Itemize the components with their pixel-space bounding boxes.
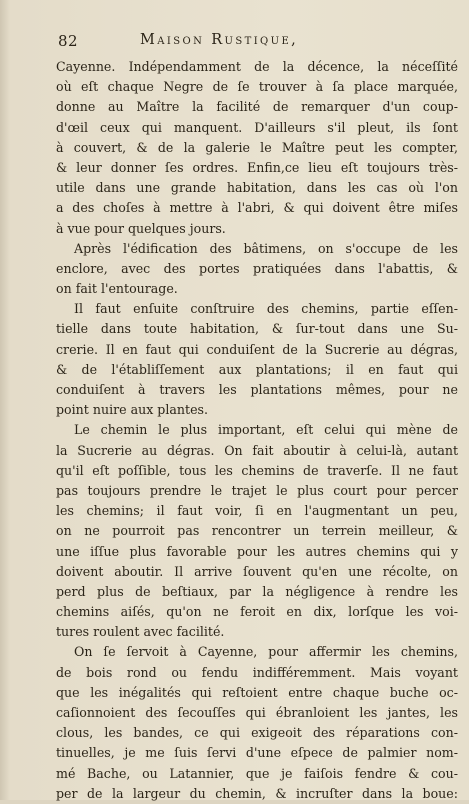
- paragraph-start: Le chemin le plus important, eſt celui qui mène de: [74, 422, 458, 438]
- paragraph-start: Il faut enſuite conſtruire des chemins, partie eſſen-: [74, 301, 458, 317]
- text-line: caſionnoient des ſecouſſes qui ébranloient les jantes, les: [56, 705, 458, 720]
- text-line: la Sucrerie au dégras. On fait aboutir à celui-là, autant: [56, 442, 458, 458]
- page-header: [58, 32, 454, 54]
- text-line: mé Bache, ou Latannier, que je faiſois fendre & cou-: [56, 765, 458, 781]
- text-line: on fait l'entourage.: [56, 281, 178, 297]
- text-line: tinuelles, je me ſuis ſervi d'une eſpece de palmier nom-: [56, 745, 458, 761]
- text-line: doivent aboutir. Il arrive ſouvent qu'en une récolte, on: [56, 563, 458, 579]
- text-body: [56, 57, 458, 804]
- text-line: de bois rond ou fendu indifféremment. Mais voyant: [56, 664, 458, 680]
- page-number: 82: [58, 32, 79, 50]
- text-line: utile dans une grande habitation, dans les cas où l'on: [56, 180, 458, 196]
- text-line: on ne pourroit pas rencontrer un terrein meilleur, &: [56, 523, 458, 539]
- text-line: d'œil ceux qui manquent. D'ailleurs s'il pleut, ils ſont: [56, 119, 458, 135]
- text-line: a des choſes à mettre à l'abri, & qui doivent être miſes: [56, 200, 458, 216]
- text-line: à couvert, & de la galerie le Maître peut les compter,: [56, 139, 458, 155]
- paragraph-start: On ſe ſervoit à Cayenne, pour affermir les chemins,: [74, 644, 458, 660]
- text-line: perd plus de beſtiaux, par la négligence à rendre les: [56, 583, 458, 599]
- text-line: chemins aiſés, qu'on ne feroit en dix, lorſque les voi-: [56, 604, 458, 620]
- text-line: conduiſent à travers les plantations mêmes, pour ne: [56, 382, 458, 397]
- text-line: point nuire aux plantes.: [56, 402, 208, 418]
- text-line: clous, les bandes, ce qui exigeoit des réparations con-: [56, 725, 458, 741]
- text-line: enclore, avec des portes pratiquées dans l'abattis, &: [56, 260, 458, 276]
- text-line: une iſſue plus favorable pour les autres chemins qui y: [56, 543, 458, 559]
- text-line: qu'il eſt poſſible, tous les chemins de traverſe. Il ne faut: [56, 462, 458, 478]
- text-line: tures roulent avec facilité.: [56, 624, 225, 640]
- text-line: donne au Maître la facilité de remarquer d'un coup-: [56, 99, 458, 115]
- text-line: per de la largeur du chemin, & incruſter dans la boue:: [56, 785, 458, 801]
- text-line: où eſt chaque Negre de ſe trouver à ſa place marquée,: [56, 79, 458, 95]
- paragraph-start: Après l'édification des bâtimens, on s'occupe de les: [74, 240, 458, 256]
- text-line: pas toujours prendre le trajet le plus court pour percer: [56, 482, 458, 498]
- running-head: Maison Rustique,: [140, 32, 299, 48]
- text-line: & de l'établiſſement aux plantations; il en faut qui: [56, 361, 458, 377]
- text-line: les chemins; il faut voir, ſi en l'augmentant un peu,: [56, 503, 458, 519]
- text-line: & leur donner ſes ordres. Enfin,ce lieu eſt toujours très-: [56, 159, 458, 175]
- text-line: que les inégalités qui reſtoient entre chaque buche oc-: [56, 684, 458, 700]
- text-line: tielle dans toute habitation, & ſur-tout dans une Su-: [56, 321, 458, 337]
- text-line: à vue pour quelques jours.: [56, 220, 226, 236]
- text-line: crerie. Il en faut qui conduiſent de la Sucrerie au dégras,: [56, 341, 458, 357]
- text-line: Cayenne. Indépendamment de la décence, la néceſſité: [56, 59, 458, 74]
